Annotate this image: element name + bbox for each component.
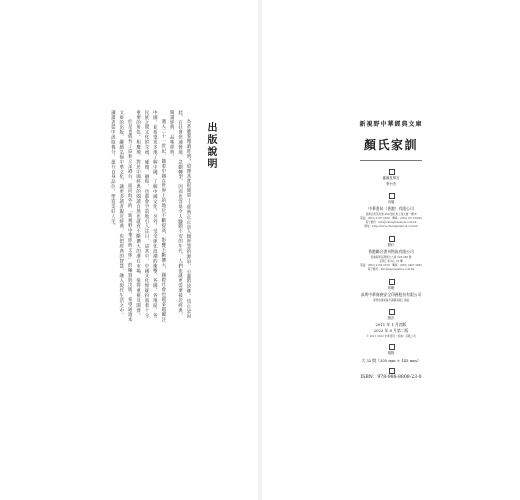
book-title: 顏氏家訓 bbox=[363, 138, 418, 152]
distributor-address-2: 荃灣工業中心 16 樓 bbox=[379, 260, 403, 263]
format-label: 規格 bbox=[387, 351, 395, 355]
section-marker-icon bbox=[389, 193, 395, 199]
preface-paragraph: 於是也就有了這套立足港台、面向海外的「新視野中華經典文庫」的編寫與出版。希望通過本文庫的出版，繼續弘揚中華文化，讓更多讀者親近經典，也把經典的智慧，融入現代生活之中，讓讀者從中汲取養分，提升自身品位，塑造美好人生。 bbox=[110, 110, 133, 322]
printer-label: 印刷 bbox=[387, 286, 395, 290]
distributor-phone: 電話：(852) 2150 2100 傳真：(852) 2407 3062 bbox=[360, 264, 422, 267]
publisher-email: 電子郵件：info@chunghwabook.com.hk bbox=[365, 221, 417, 224]
series-name: 新視野中華經典文庫 bbox=[359, 121, 423, 128]
publisher-website: 網址：http://www.chunghwabook.com.hk bbox=[364, 225, 418, 228]
section-marker-icon bbox=[389, 279, 395, 285]
preface-title: 出版說明 bbox=[205, 122, 216, 170]
editor-label: 審讀及導言 bbox=[382, 176, 400, 180]
format-value: 大 32 開（205 mm × 143 mm） bbox=[361, 358, 421, 363]
publisher-name: 中華書局（香港）有限公司 bbox=[368, 206, 414, 211]
left-page bbox=[0, 0, 258, 500]
preface-paragraph: 為甚麼要閱讀經典？道理其實很簡單──經典正正是人類智慧的源泉、心靈的故鄉。也正是因此，在社會快速發展、急劇轉型，因而也容易令人躁動不安的年代，人們也就更需要接近經典、閱讀經典、品味經典。 bbox=[169, 110, 191, 319]
title-divider bbox=[360, 160, 422, 161]
section-marker-icon bbox=[389, 344, 395, 350]
preface-paragraph: 邁入二十一世紀，隨着中國在世界上的地位不斷提高，影響不斷擴大，國際社會也越來越關注中國，並希望更多地了解中國、了解中國文化。另外，受全球化浪潮的衝擊，各國、各地區、各民族之間文化的交流、碰撞、融和，也都會空前地引人注目，這其中，中國文化無疑扮演着十分重要的角色。相應地，對於中國經典的閱讀自然也就有不斷擴大的潛在市場，值得重視及開發。 bbox=[135, 110, 166, 322]
publisher-phone: 電話：(852) 2137 2338 傳真：(852) 2713 8202 bbox=[360, 217, 422, 220]
distributor-address: 香港新界荃灣德士古道 220-248 號 bbox=[370, 256, 412, 259]
copyright-line: © 2011 2022 中華書局（香港）有限公司 bbox=[366, 335, 416, 338]
distributor-label: 發行 bbox=[387, 243, 395, 247]
publisher-address: 香港北角英皇道 499 號北角工業大廈一樓 B bbox=[365, 213, 417, 216]
section-marker-icon bbox=[389, 169, 395, 175]
section-marker-icon bbox=[389, 309, 395, 315]
edition-first: 2011 年 1 月初版 bbox=[375, 322, 407, 327]
section-marker-icon bbox=[389, 368, 395, 374]
distributor-email: 電子郵件：info@suplogistics.com.hk bbox=[367, 268, 415, 271]
right-page bbox=[262, 0, 520, 500]
edition-label: 版次 bbox=[387, 316, 395, 320]
editor-name: 李小杰 bbox=[385, 182, 397, 186]
edition-second: 2022 年 8 月第二版 bbox=[373, 328, 409, 333]
printer-address: 深圳市龍崗區平湖鎮春湖工業區 bbox=[372, 299, 410, 302]
isbn: ISBN：978-988-8808-23-0 bbox=[360, 375, 422, 380]
printer-name: 深圳中華商務安全印務股份有限公司 bbox=[360, 292, 422, 297]
section-marker-icon bbox=[389, 236, 395, 242]
publisher-label: 出版 bbox=[387, 200, 395, 204]
distributor-name: 香港聯合書刊物流有限公司 bbox=[368, 249, 414, 254]
preface-body bbox=[80, 110, 192, 322]
